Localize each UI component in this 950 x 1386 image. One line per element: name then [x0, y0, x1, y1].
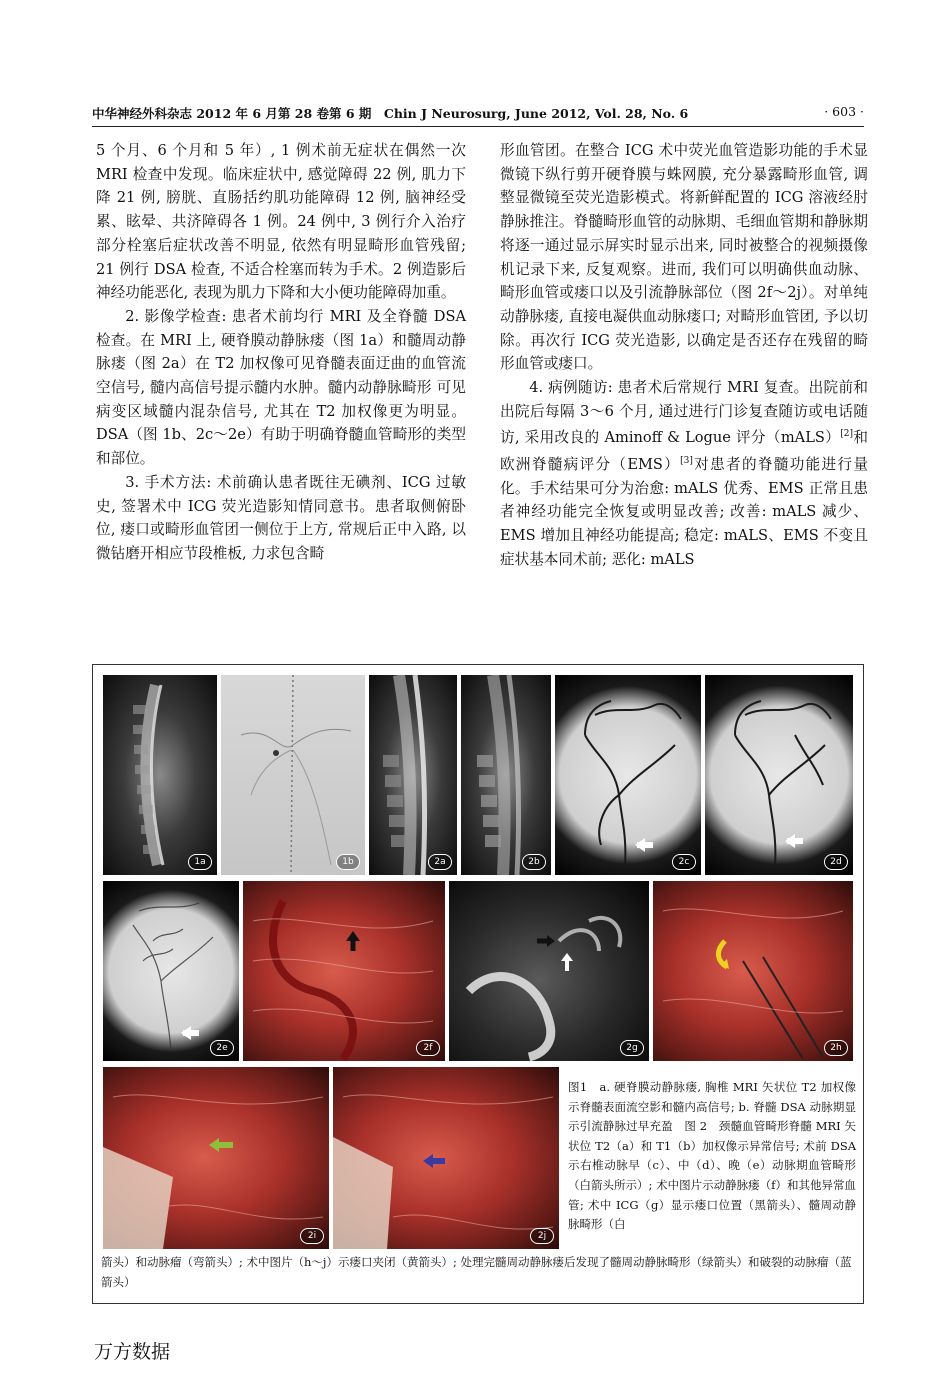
panel-2a-mri — [369, 675, 457, 875]
paragraph-imaging: 2. 影像学检查: 患者术前均行 MRI 及全脊髓 DSA 检查。在 MRI 上, 硬脊膜动静脉瘘（图 1a）和髓周动静脉瘘（图 2a）在 T2 加权像可见脊髓表面迂曲的血管流空信号, 髓内高信号提示髓内水肿。髓内动静脉畸形 可见病变区域髓内混杂信号, 尤其在 T2 加权像更为明显。DSA（图 1b、2c～2e）有助于明确脊髓血管畸形的类型和部位。 — [96, 307, 466, 468]
running-header — [92, 104, 864, 126]
intraop-clip-image — [653, 881, 853, 1061]
panel-label-2d: 2d — [824, 854, 848, 870]
panel-label-2h: 2h — [824, 1040, 848, 1056]
page-number: · 603 · — [824, 104, 864, 119]
panel-1b-dsa — [221, 675, 365, 875]
panel-label-2j: 2j — [530, 1228, 554, 1244]
wanfang-watermark: 万方数据 — [94, 1341, 171, 1363]
cervical-mri-t2-image — [369, 675, 457, 875]
left-column — [96, 139, 466, 566]
panel-2h-surgery — [653, 881, 853, 1061]
panel-2f-surgery — [243, 881, 445, 1061]
panel-label-2g: 2g — [620, 1040, 644, 1056]
paragraph-case-summary: 5 个月、6 个月和 5 年）, 1 例术前无症状在偶然一次 MRI 检查中发现。临床症状中, 感觉障碍 22 例, 肌力下降 21 例, 膀胱、直肠括约肌功能障碍 12 例, 脑神经受累、眩晕、共济障碍各 1 例。24 例中, 3 例行介入治疗部分栓塞后症状改善不明显, 依然有明显畸形血管残留; 21 例行 DSA 检查, 不适合栓塞而转为手术。2 例造影后神经功能恶化, 表现为肌力下降和大小便功能障碍加重。 — [96, 142, 466, 302]
panel-label-2f: 2f — [416, 1040, 440, 1056]
reference-3: [3] — [680, 456, 693, 466]
panel-label-2a: 2a — [428, 854, 452, 870]
panel-2j-surgery — [333, 1067, 559, 1249]
icg-angiography-image — [449, 881, 649, 1061]
paragraph-surgery-continued: 形血管团。在整合 ICG 术中荧光血管造影功能的手术显微镜下纵行剪开硬脊膜与蛛网膜, 充分暴露畸形血管, 调整显微镜至荧光造影模式。将新鲜配置的 ICG 溶液经肘静脉推注。脊髓畸形血管的动脉期、毛细血管期和静脉期将逐一通过显示屏实时显示出来, 同时被整合的视频摄像机记录下来, 反复观察。进而, 我们可以明确供血动脉、畸形血管或瘘口以及引流静脉部位（图 2f～2j）。对单纯动静脉瘘, 直接电凝供血动脉瘘口; 对畸形血管团, 予以切除。再次行 ICG 荧光造影, 以确定是否还存在残留的畸形血管或瘘口。 — [500, 142, 868, 373]
panel-2i-surgery — [103, 1067, 329, 1249]
vertebral-dsa-mid-image — [705, 675, 853, 875]
figure-caption-continued: 箭头）和动脉瘤（弯箭头）; 术中图片（h～j）示瘘口夹闭（黄箭头）; 处理完髓周动静脉瘘后发现了髓周动静脉畸形（绿箭头）和破裂的动脉瘤（蓝箭头） — [101, 1255, 852, 1289]
panel-2d-dsa — [705, 675, 853, 875]
header-rule — [92, 126, 864, 127]
panel-1a-mri — [103, 675, 217, 875]
right-column — [500, 139, 868, 571]
intraop-avm-image — [103, 1067, 329, 1249]
intraop-avf-image — [243, 881, 445, 1061]
intraop-aneurysm-image — [333, 1067, 559, 1249]
figure-caption — [568, 1078, 856, 1235]
paragraph-follow-up: 4. 病例随访: 患者术后常规行 MRI 复查。出院前和出院后每隔 3～6 个月, 通过进行门诊复查随访或电话随访, 采用改良的 Aminoff & Logue 评分（mALS）[2]和欧洲脊髓病评分（EMS）[3]对患者的脊髓功能进行量化。手术结果可分为治愈: mALS 优秀、EMS 正常且患者神经功能完全恢复或明显改善; 改善: mALS 减少、EMS 增加且神经功能提高; 稳定: mALS、EMS 不变且症状基本同术前; 恶化: mALS — [500, 379, 868, 568]
spine-mri-image — [103, 675, 217, 875]
vertebral-dsa-late-image — [103, 881, 239, 1061]
panel-label-2b: 2b — [522, 854, 546, 870]
panel-2e-dsa — [103, 881, 239, 1061]
panel-label-2i: 2i — [300, 1228, 324, 1244]
reference-2: [2] — [840, 429, 854, 440]
spinal-dsa-image — [221, 675, 365, 875]
panel-label-1b: 1b — [336, 854, 360, 870]
journal-citation: 中华神经外科杂志 2012 年 6 月第 28 卷第 6 期 Chin J Neurosurg, June 2012, Vol. 28, No. 6 — [92, 106, 689, 121]
panel-2c-dsa — [555, 675, 701, 875]
panel-2g-icg — [449, 881, 649, 1061]
panel-2b-mri — [461, 675, 551, 875]
figure-caption-text: 图1 a. 硬脊膜动静脉瘘, 胸椎 MRI 矢状位 T2 加权像示脊髓表面流空影和髓内高信号; b. 脊髓 DSA 动脉期显示引流静脉过早充盈 图 2 颈髓血管畸形脊髓 MRI 矢状位 T2（a）和 T1（b）加权像示异常信号; 术前 DSA 示右椎动脉早（c）、中（d）、晚（e）动脉期血管畸形（白箭头所示）; 术中图片示动静脉瘘（f）和其他异常血管; 术中 ICG（g）显示瘘口位置（黑箭头）、髓周动静脉畸形（白 — [568, 1080, 856, 1232]
panel-label-2e: 2e — [210, 1040, 234, 1056]
vertebral-dsa-early-image — [555, 675, 701, 875]
panel-label-2c: 2c — [672, 854, 696, 870]
panel-label-1a: 1a — [188, 854, 212, 870]
paragraph-surgery-method: 3. 手术方法: 术前确认患者既往无碘剂、ICG 过敏史, 签署术中 ICG 荧光造影知情同意书。患者取侧俯卧位, 瘘口或畸形血管团一侧位于上方, 常规后正中入路, 以微钻磨开相应节段椎板, 力求包含畸 — [96, 473, 466, 562]
cervical-mri-t1-image — [461, 675, 551, 875]
